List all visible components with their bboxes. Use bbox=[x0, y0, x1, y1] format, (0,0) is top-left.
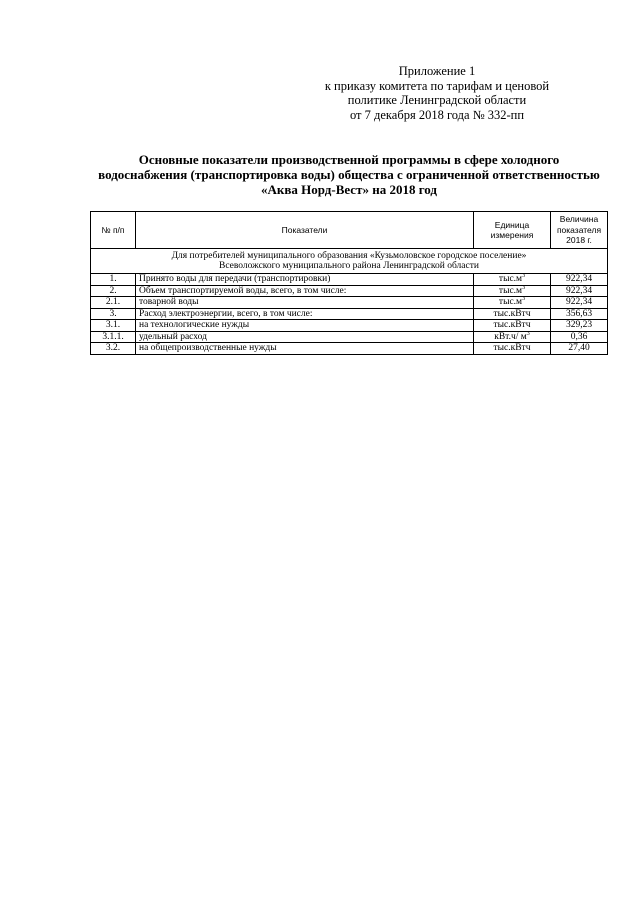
row-unit bbox=[474, 285, 551, 297]
group-line-1: Для потребителей муниципального образования «Кузьмоловское городское поселение» bbox=[171, 250, 527, 261]
unit-superscript: 3 bbox=[522, 284, 526, 291]
header-value-line-1: Величина bbox=[559, 214, 599, 225]
appendix-line-2: к приказу комитета по тарифам и ценовой bbox=[324, 78, 550, 93]
table-row bbox=[91, 308, 608, 320]
row-value-text: 0,36 bbox=[570, 331, 588, 342]
title-line-2: водоснабжения (транспортировка воды) общества с ограниченной ответственностью bbox=[98, 167, 600, 182]
row-num-text: 3.2. bbox=[105, 343, 121, 353]
row-num bbox=[91, 308, 136, 320]
header-num: № п/п bbox=[91, 212, 136, 249]
header-unit-line-2: измерения bbox=[490, 230, 534, 240]
row-num bbox=[91, 297, 136, 309]
header-unit-line-1: Единица bbox=[494, 219, 530, 230]
row-name bbox=[136, 343, 474, 355]
row-num bbox=[91, 274, 136, 286]
row-name-text: Объем транспортируемой воды, всего, в том числе: bbox=[139, 285, 347, 296]
row-name-text: удельный расход bbox=[139, 331, 207, 342]
table-row bbox=[91, 343, 608, 355]
row-num-text: 3. bbox=[109, 308, 117, 319]
row-unit-text: тыс.м bbox=[498, 285, 523, 296]
row-unit-text: кВт.ч/ м bbox=[494, 331, 527, 342]
row-name-text: на общепроизводственные нужды bbox=[139, 343, 277, 353]
row-name-text: Принято воды для передачи (транспортировки) bbox=[139, 274, 331, 284]
row-name-text: на технологические нужды bbox=[139, 320, 250, 330]
row-num-text: 2.1. bbox=[105, 297, 121, 307]
table-row bbox=[91, 285, 608, 297]
appendix-line-1: Приложение 1 bbox=[398, 64, 476, 78]
row-unit bbox=[474, 308, 551, 320]
row-num-text: 3.1.1. bbox=[102, 331, 124, 342]
group-cell bbox=[91, 249, 608, 274]
row-unit bbox=[474, 274, 551, 286]
group-line-2: Всеволожского муниципального района Ленинградской области bbox=[219, 261, 479, 271]
row-name bbox=[136, 285, 474, 297]
row-value-text: 329,23 bbox=[565, 320, 593, 330]
row-unit-text: тыс.кВтч bbox=[493, 343, 531, 353]
row-num bbox=[91, 285, 136, 297]
unit-superscript: 3 bbox=[526, 330, 530, 337]
row-value bbox=[551, 308, 608, 320]
table-row bbox=[91, 297, 608, 309]
header-value-line-3: 2018 г. bbox=[566, 235, 592, 246]
header-unit bbox=[474, 212, 551, 249]
row-value bbox=[551, 320, 608, 332]
document-title bbox=[90, 152, 608, 197]
row-value bbox=[551, 285, 608, 297]
row-unit bbox=[474, 320, 551, 332]
row-unit-text: тыс.кВтч bbox=[493, 320, 531, 330]
table-row bbox=[91, 331, 608, 343]
appendix-line-4: от 7 декабря 2018 года № 332-пп bbox=[349, 107, 525, 122]
row-unit bbox=[474, 331, 551, 343]
row-num bbox=[91, 343, 136, 355]
row-num-text: 1. bbox=[109, 274, 117, 284]
row-unit bbox=[474, 297, 551, 309]
appendix-block bbox=[272, 64, 602, 122]
table-row bbox=[91, 274, 608, 286]
row-name bbox=[136, 308, 474, 320]
row-value bbox=[551, 274, 608, 286]
unit-superscript: 3 bbox=[522, 295, 526, 302]
row-value bbox=[551, 343, 608, 355]
row-value-text: 27,40 bbox=[568, 343, 590, 353]
group-row bbox=[91, 249, 608, 274]
unit-superscript: 3 bbox=[522, 272, 526, 279]
row-num-text: 3.1. bbox=[105, 320, 121, 330]
row-value bbox=[551, 331, 608, 343]
row-name bbox=[136, 297, 474, 309]
title-line-1: Основные показатели производственной программы в сфере холодного bbox=[138, 152, 560, 167]
row-unit-text: тыс.м bbox=[498, 274, 523, 284]
row-value-text: 922,34 bbox=[565, 285, 593, 296]
row-name-text: товарной воды bbox=[139, 297, 199, 307]
indicators-table bbox=[90, 211, 608, 355]
row-name-text: Расход электроэнергии, всего, в том числе: bbox=[139, 308, 313, 319]
title-line-3: «Аква Норд-Вест» на 2018 год bbox=[260, 182, 437, 197]
row-name bbox=[136, 274, 474, 286]
row-value bbox=[551, 297, 608, 309]
row-name bbox=[136, 320, 474, 332]
row-unit-text: тыс.кВтч bbox=[493, 308, 531, 319]
row-num bbox=[91, 331, 136, 343]
row-unit bbox=[474, 343, 551, 355]
row-value-text: 922,34 bbox=[565, 274, 593, 284]
row-value-text: 922,34 bbox=[565, 297, 593, 307]
header-name: Показатели bbox=[136, 212, 474, 249]
table-header-row bbox=[91, 212, 608, 249]
row-num bbox=[91, 320, 136, 332]
appendix-line-3: политике Ленинградской области bbox=[347, 93, 527, 107]
row-value-text: 356,63 bbox=[565, 308, 593, 319]
header-value bbox=[551, 212, 608, 249]
row-unit-text: тыс.м bbox=[498, 297, 523, 307]
header-value-line-2: показателя bbox=[556, 224, 602, 235]
row-num-text: 2. bbox=[109, 285, 117, 296]
row-name bbox=[136, 331, 474, 343]
table-row bbox=[91, 320, 608, 332]
